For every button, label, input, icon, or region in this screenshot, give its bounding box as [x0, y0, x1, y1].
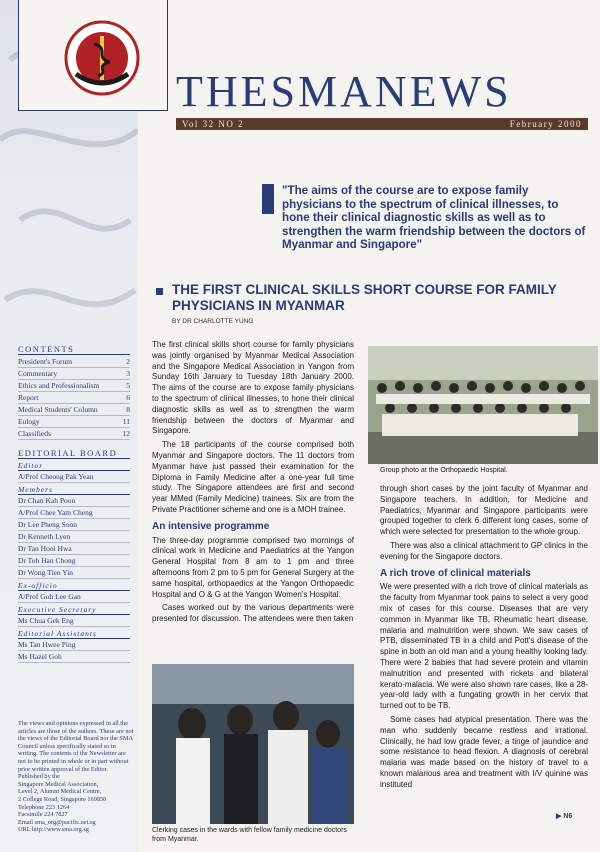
byline: BY DR CHARLOTTE YUNG [172, 318, 254, 325]
section-heading: An intensive programme [152, 520, 270, 532]
contents-heading: CONTENTS [18, 344, 130, 355]
role-label: Members [18, 485, 130, 495]
disclaimer-text: The views and opinions expressed in all the articles are those of the authors. These are not the views of the Editorial Board nor the SMA Council unless specifically stated so in writing. The contents of the Newsletter are not to be printed in whole or in part without prior written approval of the Editor. [18, 720, 134, 773]
article-headline: THE FIRST CLINICAL SKILLS SHORT COURSE FOR FAMILY PHYSICIANS IN MYANMAR [172, 282, 557, 313]
board-member: A/Prof Chee Yam Cheng [18, 507, 130, 519]
paragraph: The 18 participants of the course comprised both Myanmar and Singapore doctors. The 11 doctors from Myanmar have just passed their examination for the Diploma in Family Medicine after a one-year full time study. The Singapore attendees are first and second year MMed (Family Medicine) trainees. Six are from the Private Practitioner scheme and one is a MOH trainee. [152, 440, 354, 514]
board-member: Dr Kenneth Lyen [18, 531, 130, 543]
contents-item[interactable]: Report 6 [18, 393, 130, 402]
quote-marker [262, 184, 274, 214]
photo-caption-group: Group photo at the Orthopaedic Hospital. [380, 467, 508, 474]
board-member: A/Prof Goh Lee Gan [18, 591, 130, 603]
board-member: Dr Wong Tien Yin [18, 567, 130, 579]
editorial-board [18, 448, 130, 663]
publisher-line: Level 2, Alumni Medical Centre, [18, 788, 102, 796]
ward-photo [152, 664, 354, 824]
board-member: A/Prof Cheong Pak Yean [18, 471, 130, 483]
publisher-line: Facsimile 224 7827 [18, 811, 68, 819]
continued-indicator: ▶ N6 [556, 813, 573, 820]
group-scene-image [368, 346, 598, 464]
volume-bar [176, 118, 588, 130]
board-member: Dr Chan Kah Poon [18, 495, 130, 507]
board-member: Dr Tan Hooi Hwa [18, 543, 130, 555]
board-member: Ms Chua Gek Eng [18, 615, 130, 627]
photo-caption-ward: Clerking cases in the wards with fellow family medicine doctors from Myanmar. [152, 827, 347, 843]
role-label: Editor [18, 461, 130, 471]
board-heading: EDITORIAL BOARD [18, 448, 130, 459]
publisher-line: URL http://www.sma.org.sg [18, 826, 89, 834]
contents-item[interactable]: President's Forum 2 [18, 357, 130, 366]
paragraph: The three-day programme comprised two mornings of clinical work in Medicine and Paediatrics at the Yangon General Hospital from 8 am to 1 pm and three afternoons from 2 pm to 5 pm for General Surgery at the same hospital, orthopaedics at the Yangon Orthopaedic Hospital and O & G at the Yangon Women's Hospital. [152, 535, 354, 599]
contents-item[interactable]: Commentary 3 [18, 369, 130, 378]
board-member: Ms Tan Hwee Ping [18, 639, 130, 651]
publisher-line: Published by the [18, 773, 60, 781]
contents-item[interactable]: Classifieds 12 [18, 429, 130, 438]
disclaimer-block [18, 720, 134, 834]
contents-item[interactable]: Ethics and Professionalism 5 [18, 381, 130, 390]
ward-scene-image [152, 664, 354, 824]
masthead-title: THESMANEWS [176, 67, 512, 116]
section-heading: A rich trove of clinical materials [380, 567, 531, 579]
sma-logo [62, 18, 142, 98]
role-label: Executive Secretary [18, 605, 130, 615]
group-photo [368, 346, 598, 464]
role-label: Editorial Assistants [18, 629, 130, 639]
issue-date: February 2000 [509, 119, 582, 129]
volume-number: Vol 32 NO 2 [182, 119, 245, 129]
contents-item[interactable]: Medical Students' Column 8 [18, 405, 130, 414]
paragraph: through short cases by the joint faculty of Myanmar and Singapore teachers. In addition, for Medicine and Paediatrics, Myanmar and Singapore participants were grouped together to clerk 6 different long cases, some of which were selected for presentation to the whole group. [380, 484, 588, 537]
publisher-line: 2 College Road, Singapore 169850 [18, 795, 107, 803]
board-member: Dr Lee Pheng Soon [18, 519, 130, 531]
paragraph: The first clinical skills short course for family physicians was jointly organised by Myanmar Medical Association and the Singapore Medical Association in Yangon from Sunday 16th January to Tuesday 18th January 2000. The aims of the course are to expose family physicians to the spectrum of clinical illnesses, to hone their clinical diagnostic skills as well as to strengthen the warm friendship between the doctors of Myanmar and Singapore. [152, 340, 354, 436]
publisher-line: Email sma_org@pacific.net.sg [18, 818, 96, 826]
publisher-line: Singapore Medical Association, [18, 780, 99, 788]
paragraph: There was also a clinical attachment to GP clinics in the evening for the Singapore doctors. [380, 540, 588, 561]
contents-box [18, 344, 130, 440]
article-column-left [152, 340, 354, 628]
role-label: Ex-officio [18, 581, 130, 591]
paragraph: We were presented with a rich trove of clinical materials as the faculty from Myanmar took pains to select a very good mix of cases for this course. Diseases that are very common in Myanmar like TB, Rheumatic heart disease, malaria and malnutrition were shown. We saw cases of PTB, disseminated TB in a child and Pott's disease of the spine in both an old man and a young healthy looking lady. There were 2 babies that had severe protein and vitamin malnutrition and presented with rickets and bilateral kerato-malacia. We were also shown rare cases, like a 28-year-old lady with a fungating growth in her cervix that turned out to be TB. [380, 582, 588, 711]
contents-item[interactable]: Eulogy 11 [18, 417, 130, 426]
paragraph: Some cases had atypical presentation. There was the man who suddenly became restless and irrational. Clinically, he had low grade fever, a tinge of jaundice and some resistance to head flexion. A diagnosis of cerebral malaria was made based on the history of travel to a known malarious area and treatment with I/V quinine was instituted [380, 714, 588, 789]
publisher-line: Telephone 223 1264 [18, 803, 70, 811]
pull-quote: "The aims of the course are to expose family physicians to the spectrum of clinical illnesses, to hone their clinical diagnostic skills as well as to strengthen the warm friendship between the doctors of Myanmar and Singapore" [282, 184, 586, 251]
board-member: Ms Hazel Goh [18, 651, 130, 663]
article-column-right [380, 484, 588, 794]
headline-square-icon [156, 288, 163, 295]
board-member: Dr Toh Han Chong [18, 555, 130, 567]
paragraph: Cases worked out by the various departments were presented for discussion. The attendees were then taken [152, 603, 354, 624]
